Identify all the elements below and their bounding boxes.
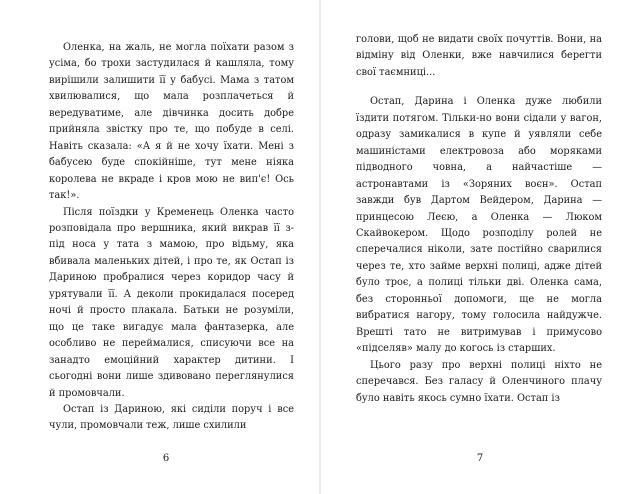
- paragraph: Цього разу про верхні полиці ніхто не сперечався. Без галасу й Оленчиного плачу було навіть якось сумно їхати. Остап із: [356, 359, 602, 404]
- right-page-text: [356, 32, 602, 407]
- page-number-right: 7: [476, 453, 484, 464]
- page-number-left: 6: [162, 453, 170, 464]
- paragraph: Остап із Дариною, які сиділи поруч і все чули, промовчали теж, лише схилили: [49, 403, 294, 432]
- paragraph: голови, щоб не видати своїх почуттів. Вони, на відміну від Оленки, вже навчилися берегти свої таємниці...: [356, 34, 602, 78]
- paragraph: Оленка, на жаль, не могла поїхати разом з усіма, бо трохи застудилася й кашляла, тому вирішили залишити її у бабусі. Мама з татом хвилювалися, що мала розплачеться й вередуватиме, але дівчинка досить добре прийняла звістку про те, що побуде в селі. Навіть сказала: «А я й не хочу їхати. Мені з бабусею буде спокійніше, тут мене ніяка королева не вкраде і кров мою не вип'є! Ось так!».: [49, 42, 294, 202]
- paragraph: Після поїздки у Кременець Оленка часто розповідала про вершника, який викрав її з-під носа у тата з мамою, про відьму, яка вбивала маленьких дітей, і про те, як Остап із Дариною пробралися через коридор часу й урятували її. А деколи прокидалася посеред ночі й просто плакала. Батьки не розуміли, що це таке вигадує мала фантазерка, але особливо не переймалися, списуючи все на занадто емоційний характер дитини. І сьогодні вони лише здивовано переглянулися й промовчали.: [49, 206, 294, 399]
- right-page: [320, 0, 640, 494]
- left-page-text: [49, 40, 294, 435]
- paragraph: Остап, Дарина і Оленка дуже любили їздити потягом. Тільки-но вони сідали у вагон, одразу замикалися в купе й уявляли себе машиністами електровоза або моряками підводного човна, а найчастіше — астронавтами із «Зоряних воєн». Остап завжди був Дартом Вейдером, Дарина — принцесою Леєю, а Оленка — Люком Скайвокером. Щодо розподілу ролей не сперечалися ніколи, зате постійно сварилися через те, хто займе верхні полиці, адже дітей було троє, а полиці тільки дві. Оленка сама, без сторонньої допомоги, ще не могла вибратися нагору, тому голосила найдужче. Врешті тато не витримував і примусово «підселяв» малу до когось із старших.: [356, 96, 602, 355]
